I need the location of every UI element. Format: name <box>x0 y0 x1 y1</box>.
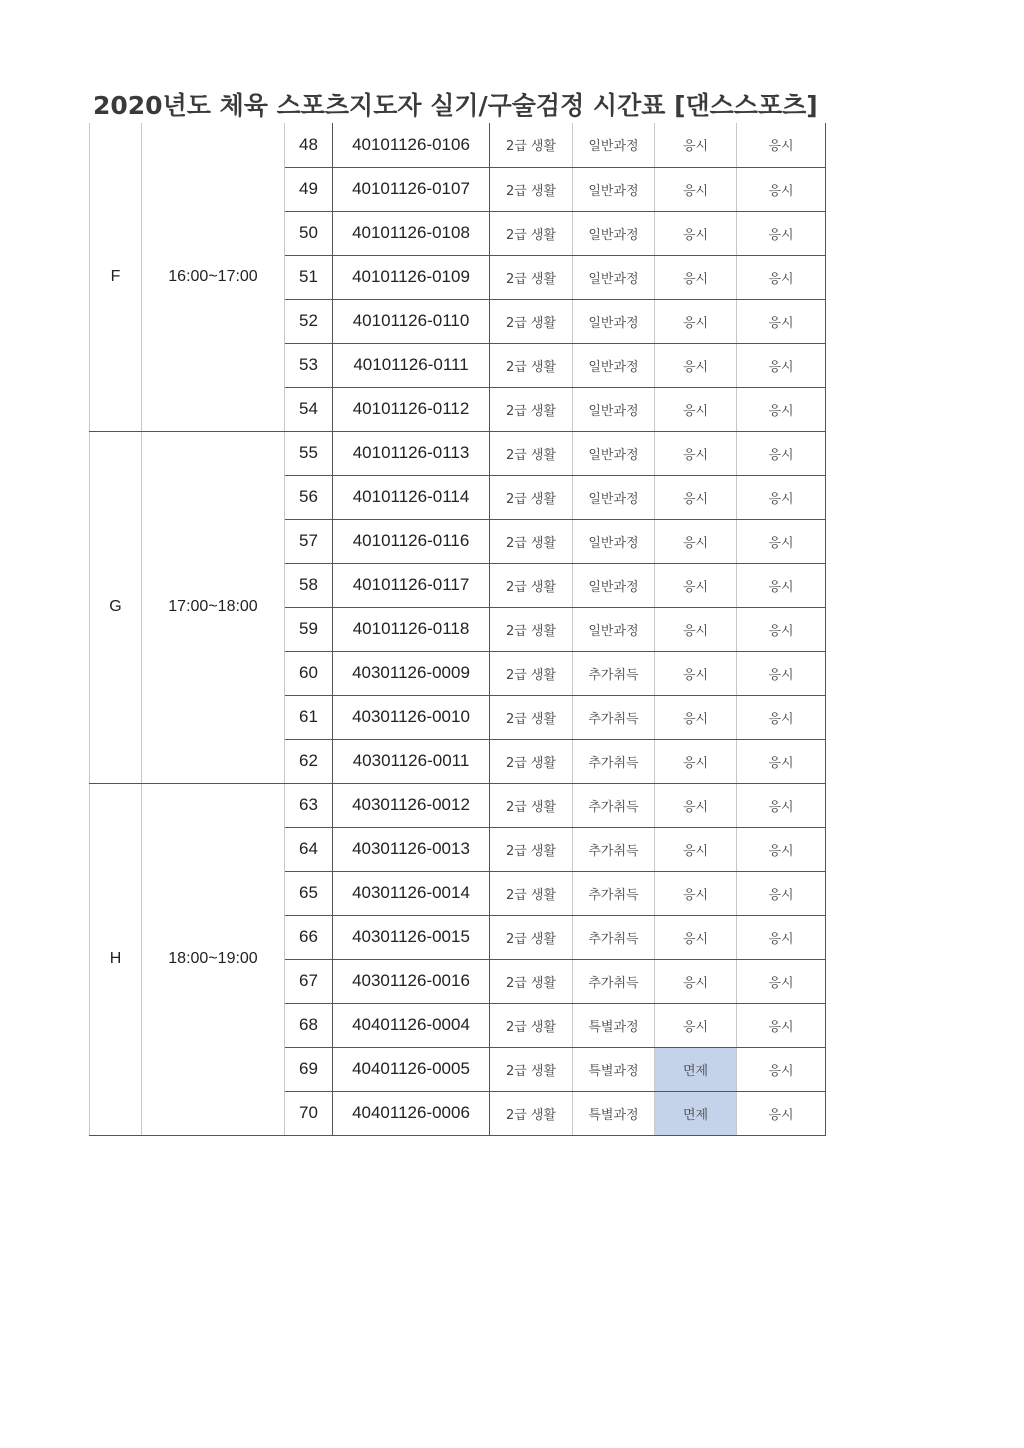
exam-code-cell: 40301126-0016 <box>333 959 490 1003</box>
table-row <box>90 431 826 475</box>
number-cell: 57 <box>285 519 333 563</box>
number-cell: 48 <box>285 123 333 167</box>
exam-code-cell: 40101126-0110 <box>333 299 490 343</box>
exam-code-cell: 40301126-0011 <box>333 739 490 783</box>
practical-status-cell: 응시 <box>655 123 737 167</box>
course-cell: 특별과정 <box>573 1091 655 1135</box>
number-cell: 70 <box>285 1091 333 1135</box>
practical-status-cell: 응시 <box>655 651 737 695</box>
oral-status-cell: 응시 <box>737 959 826 1003</box>
practical-status-cell: 응시 <box>655 519 737 563</box>
number-cell: 49 <box>285 167 333 211</box>
number-cell: 64 <box>285 827 333 871</box>
course-cell: 일반과정 <box>573 255 655 299</box>
oral-status-cell: 응시 <box>737 783 826 827</box>
exam-code-cell: 40101126-0108 <box>333 211 490 255</box>
grade-cell: 2급 생활 <box>490 431 573 475</box>
practical-status-cell: 면제 <box>655 1047 737 1091</box>
schedule-body <box>90 123 826 1135</box>
number-cell: 69 <box>285 1047 333 1091</box>
practical-status-cell: 응시 <box>655 959 737 1003</box>
course-cell: 특별과정 <box>573 1003 655 1047</box>
practical-status-cell: 응시 <box>655 563 737 607</box>
number-cell: 68 <box>285 1003 333 1047</box>
course-cell: 추가취득 <box>573 915 655 959</box>
course-cell: 추가취득 <box>573 783 655 827</box>
grade-cell: 2급 생활 <box>490 211 573 255</box>
number-cell: 54 <box>285 387 333 431</box>
grade-cell: 2급 생활 <box>490 1091 573 1135</box>
time-slot-cell: 17:00~18:00 <box>142 431 285 783</box>
time-slot-cell: 18:00~19:00 <box>142 783 285 1135</box>
time-slot-cell: 16:00~17:00 <box>142 123 285 431</box>
practical-status-cell: 응시 <box>655 739 737 783</box>
exam-code-cell: 40101126-0116 <box>333 519 490 563</box>
oral-status-cell: 응시 <box>737 211 826 255</box>
course-cell: 일반과정 <box>573 519 655 563</box>
table-row <box>90 123 826 167</box>
exam-code-cell: 40101126-0117 <box>333 563 490 607</box>
course-cell: 일반과정 <box>573 343 655 387</box>
grade-cell: 2급 생활 <box>490 607 573 651</box>
practical-status-cell: 응시 <box>655 695 737 739</box>
oral-status-cell: 응시 <box>737 475 826 519</box>
number-cell: 55 <box>285 431 333 475</box>
number-cell: 60 <box>285 651 333 695</box>
oral-status-cell: 응시 <box>737 167 826 211</box>
oral-status-cell: 응시 <box>737 255 826 299</box>
course-cell: 추가취득 <box>573 651 655 695</box>
grade-cell: 2급 생활 <box>490 871 573 915</box>
oral-status-cell: 응시 <box>737 1091 826 1135</box>
practical-status-cell: 응시 <box>655 211 737 255</box>
grade-cell: 2급 생활 <box>490 255 573 299</box>
exam-code-cell: 40401126-0006 <box>333 1091 490 1135</box>
grade-cell: 2급 생활 <box>490 783 573 827</box>
number-cell: 51 <box>285 255 333 299</box>
practical-status-cell: 응시 <box>655 167 737 211</box>
practical-status-cell: 응시 <box>655 1003 737 1047</box>
course-cell: 일반과정 <box>573 123 655 167</box>
course-cell: 일반과정 <box>573 475 655 519</box>
number-cell: 66 <box>285 915 333 959</box>
number-cell: 65 <box>285 871 333 915</box>
practical-status-cell: 응시 <box>655 607 737 651</box>
practical-status-cell: 응시 <box>655 431 737 475</box>
practical-status-cell: 응시 <box>655 827 737 871</box>
grade-cell: 2급 생활 <box>490 1047 573 1091</box>
oral-status-cell: 응시 <box>737 651 826 695</box>
exam-code-cell: 40301126-0015 <box>333 915 490 959</box>
number-cell: 50 <box>285 211 333 255</box>
grade-cell: 2급 생활 <box>490 299 573 343</box>
number-cell: 67 <box>285 959 333 1003</box>
oral-status-cell: 응시 <box>737 519 826 563</box>
exam-code-cell: 40401126-0004 <box>333 1003 490 1047</box>
practical-status-cell: 면제 <box>655 1091 737 1135</box>
exam-code-cell: 40101126-0118 <box>333 607 490 651</box>
grade-cell: 2급 생활 <box>490 563 573 607</box>
exam-code-cell: 40301126-0010 <box>333 695 490 739</box>
grade-cell: 2급 생활 <box>490 387 573 431</box>
oral-status-cell: 응시 <box>737 431 826 475</box>
schedule-table <box>89 123 826 1136</box>
exam-code-cell: 40301126-0014 <box>333 871 490 915</box>
course-cell: 일반과정 <box>573 167 655 211</box>
exam-code-cell: 40101126-0106 <box>333 123 490 167</box>
exam-code-cell: 40101126-0107 <box>333 167 490 211</box>
course-cell: 일반과정 <box>573 431 655 475</box>
course-cell: 추가취득 <box>573 739 655 783</box>
grade-cell: 2급 생활 <box>490 343 573 387</box>
practical-status-cell: 응시 <box>655 343 737 387</box>
oral-status-cell: 응시 <box>737 607 826 651</box>
practical-status-cell: 응시 <box>655 387 737 431</box>
oral-status-cell: 응시 <box>737 827 826 871</box>
course-cell: 추가취득 <box>573 871 655 915</box>
oral-status-cell: 응시 <box>737 915 826 959</box>
exam-code-cell: 40301126-0009 <box>333 651 490 695</box>
group-label-cell: H <box>90 783 142 1135</box>
number-cell: 58 <box>285 563 333 607</box>
practical-status-cell: 응시 <box>655 255 737 299</box>
oral-status-cell: 응시 <box>737 1047 826 1091</box>
exam-code-cell: 40101126-0114 <box>333 475 490 519</box>
exam-code-cell: 40101126-0113 <box>333 431 490 475</box>
exam-code-cell: 40101126-0111 <box>333 343 490 387</box>
course-cell: 추가취득 <box>573 695 655 739</box>
practical-status-cell: 응시 <box>655 871 737 915</box>
course-cell: 추가취득 <box>573 827 655 871</box>
grade-cell: 2급 생활 <box>490 519 573 563</box>
page-title: 2020년도 체육 스포츠지도자 실기/구술검정 시간표 [댄스스포츠] <box>93 91 818 120</box>
oral-status-cell: 응시 <box>737 1003 826 1047</box>
oral-status-cell: 응시 <box>737 563 826 607</box>
course-cell: 특별과정 <box>573 1047 655 1091</box>
oral-status-cell: 응시 <box>737 343 826 387</box>
practical-status-cell: 응시 <box>655 783 737 827</box>
exam-code-cell: 40301126-0013 <box>333 827 490 871</box>
table-row <box>90 783 826 827</box>
exam-code-cell: 40101126-0109 <box>333 255 490 299</box>
oral-status-cell: 응시 <box>737 871 826 915</box>
course-cell: 일반과정 <box>573 211 655 255</box>
practical-status-cell: 응시 <box>655 915 737 959</box>
number-cell: 61 <box>285 695 333 739</box>
exam-code-cell: 40301126-0012 <box>333 783 490 827</box>
grade-cell: 2급 생활 <box>490 475 573 519</box>
grade-cell: 2급 생활 <box>490 651 573 695</box>
grade-cell: 2급 생활 <box>490 1003 573 1047</box>
grade-cell: 2급 생활 <box>490 827 573 871</box>
oral-status-cell: 응시 <box>737 739 826 783</box>
exam-code-cell: 40401126-0005 <box>333 1047 490 1091</box>
course-cell: 일반과정 <box>573 607 655 651</box>
course-cell: 일반과정 <box>573 563 655 607</box>
grade-cell: 2급 생활 <box>490 915 573 959</box>
number-cell: 53 <box>285 343 333 387</box>
grade-cell: 2급 생활 <box>490 739 573 783</box>
number-cell: 59 <box>285 607 333 651</box>
course-cell: 일반과정 <box>573 299 655 343</box>
grade-cell: 2급 생활 <box>490 959 573 1003</box>
course-cell: 추가취득 <box>573 959 655 1003</box>
grade-cell: 2급 생활 <box>490 167 573 211</box>
oral-status-cell: 응시 <box>737 695 826 739</box>
group-label-cell: F <box>90 123 142 431</box>
grade-cell: 2급 생활 <box>490 695 573 739</box>
oral-status-cell: 응시 <box>737 387 826 431</box>
group-label-cell: G <box>90 431 142 783</box>
number-cell: 56 <box>285 475 333 519</box>
oral-status-cell: 응시 <box>737 299 826 343</box>
grade-cell: 2급 생활 <box>490 123 573 167</box>
practical-status-cell: 응시 <box>655 299 737 343</box>
oral-status-cell: 응시 <box>737 123 826 167</box>
number-cell: 63 <box>285 783 333 827</box>
number-cell: 52 <box>285 299 333 343</box>
practical-status-cell: 응시 <box>655 475 737 519</box>
exam-code-cell: 40101126-0112 <box>333 387 490 431</box>
number-cell: 62 <box>285 739 333 783</box>
course-cell: 일반과정 <box>573 387 655 431</box>
